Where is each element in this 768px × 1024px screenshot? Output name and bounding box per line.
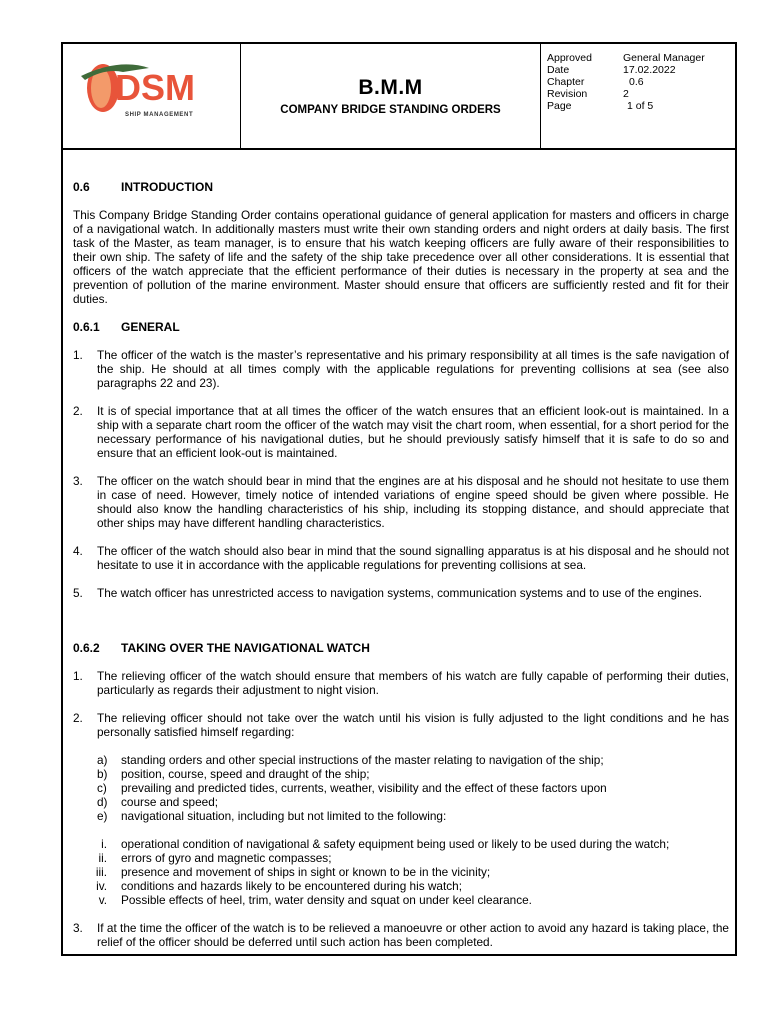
title-cell — [241, 44, 541, 148]
document-code: B.M.M — [358, 76, 423, 99]
document-page: DSM SHIP MANAGEMENT B.M.M COMPANY BRIDGE STANDING ORDERS Approved General Manager Date 17.02.2022 Chapter 0.6 Revision 2 Page 1 of 5 0.6 INTRODUCTION This Company Bridge Standing Order contains operational guidance of general application for masters and officers in charge of a navigational watch. In additionally masters must write their own standing orders and night orders at daily basis. The first task of the Master, as team manager, is to ensure that his watch keeping officers are fully aware of their responsibilities to their own ship. The safety of life and the safety of the ship take precedence over all other considerations. It is essential that officers of the watch appreciate that the efficient performance of their duties is necessary in the property at sea and the prevention of pollution of the marine environment. Master should ensure that officers are sufficiently rested and fit for their duties. 0.6.1 GENERAL 1. The officer of the watch is the master’s representative and his primary responsibility at all times is the safe navigation of the ship. He should at all times comply with the applicable regulations for preventing collisions at sea (see also paragraphs 22 and 23). 2. It is of special importance that at all times the officer of the watch ensures that an efficient look-out is maintained. In a ship with a separate chart room the officer of the watch may visit the chart room, when essential, for a short period for the necessary performance of his navigational duties, but he should previously satisfy himself that it is safe to do so and ensure that an efficient look-out is maintained. 3. The officer on the watch should bear in mind that the engines are at his disposal and he should not hesitate to use them in case of need. However, timely notice of intended variations of engine speed should be given where possible. He should also know the handling characteristics of his ship, including its stopping distance, and should appreciate that other ships may have different handling characteristics. 4. The officer of the watch should also bear in mind that the sound signalling apparatus is at his disposal and he should not hesitate to use it in accordance with the applicable regulations for preventing collisions at sea. 5. The watch officer has unrestricted access to navigation systems, communication systems and to use of the engines. 0.6.2 TAKING OVER THE NAVIGATIONAL WATCH 1. The relieving officer of the watch should ensure that members of his watch are fully capable of performing their duties, particularly as regards their adjustment to night vision. 2. The relieving officer should not take over the watch until his vision is fully adjusted to the light conditions and he has personally satisfied himself regarding: a) standing orders and other special instructions of the master relating to navigation of the ship; b) position, course, speed and draught of the ship; c) prevailing and predicted tides, currents, weather, visibility and the effect of these factors upon d) course and speed; e) navigational situation, including but not limited to the following: i. operational condition of navigational & safety equipment being used or likely to be used during the watch; ii. errors of gyro and magnetic compasses; iii. presence and movement of ships in sight or known to be in the vicinity; iv. conditions and hazards likely to be encountered during his watch; v. Possible effects of heel, trim, water density and squat on under keel clearance. 3. If at the time the officer of the watch is to be relieved a manoeuvre or other action to avoid any hazard is taking place, the relief of the officer should be deferred until such action has been completed. — [61, 42, 737, 956]
intro-paragraph: This Company Bridge Standing Order contains operational guidance of general application for masters and officers in charge of a navigational watch. In additionally masters must write their own standing orders and night orders at daily basis. The first task of the Master, as team manager, is to ensure that his watch keeping officers are fully aware of their responsibilities to their own ship. The safety of life and the safety of the ship take precedence over all other considerations. It is essential that officers of the watch appreciate that the efficient performance of their duties is necessary in the property at sea and the prevention of pollution of the marine environment. Master should ensure that officers are sufficiently rested and fit for their duties. — [73, 208, 729, 306]
logo-text: DSM — [115, 67, 195, 108]
document-title: COMPANY BRIDGE STANDING ORDERS — [280, 104, 501, 116]
dsm-logo — [79, 58, 219, 120]
document-header — [63, 44, 735, 150]
logo-subtext: SHIP MANAGEMENT — [125, 112, 194, 118]
metadata-cell: Approved General Manager Date 17.02.2022 Chapter 0.6 Revision 2 Page 1 of 5 — [547, 52, 705, 112]
logo-cell — [63, 44, 241, 148]
